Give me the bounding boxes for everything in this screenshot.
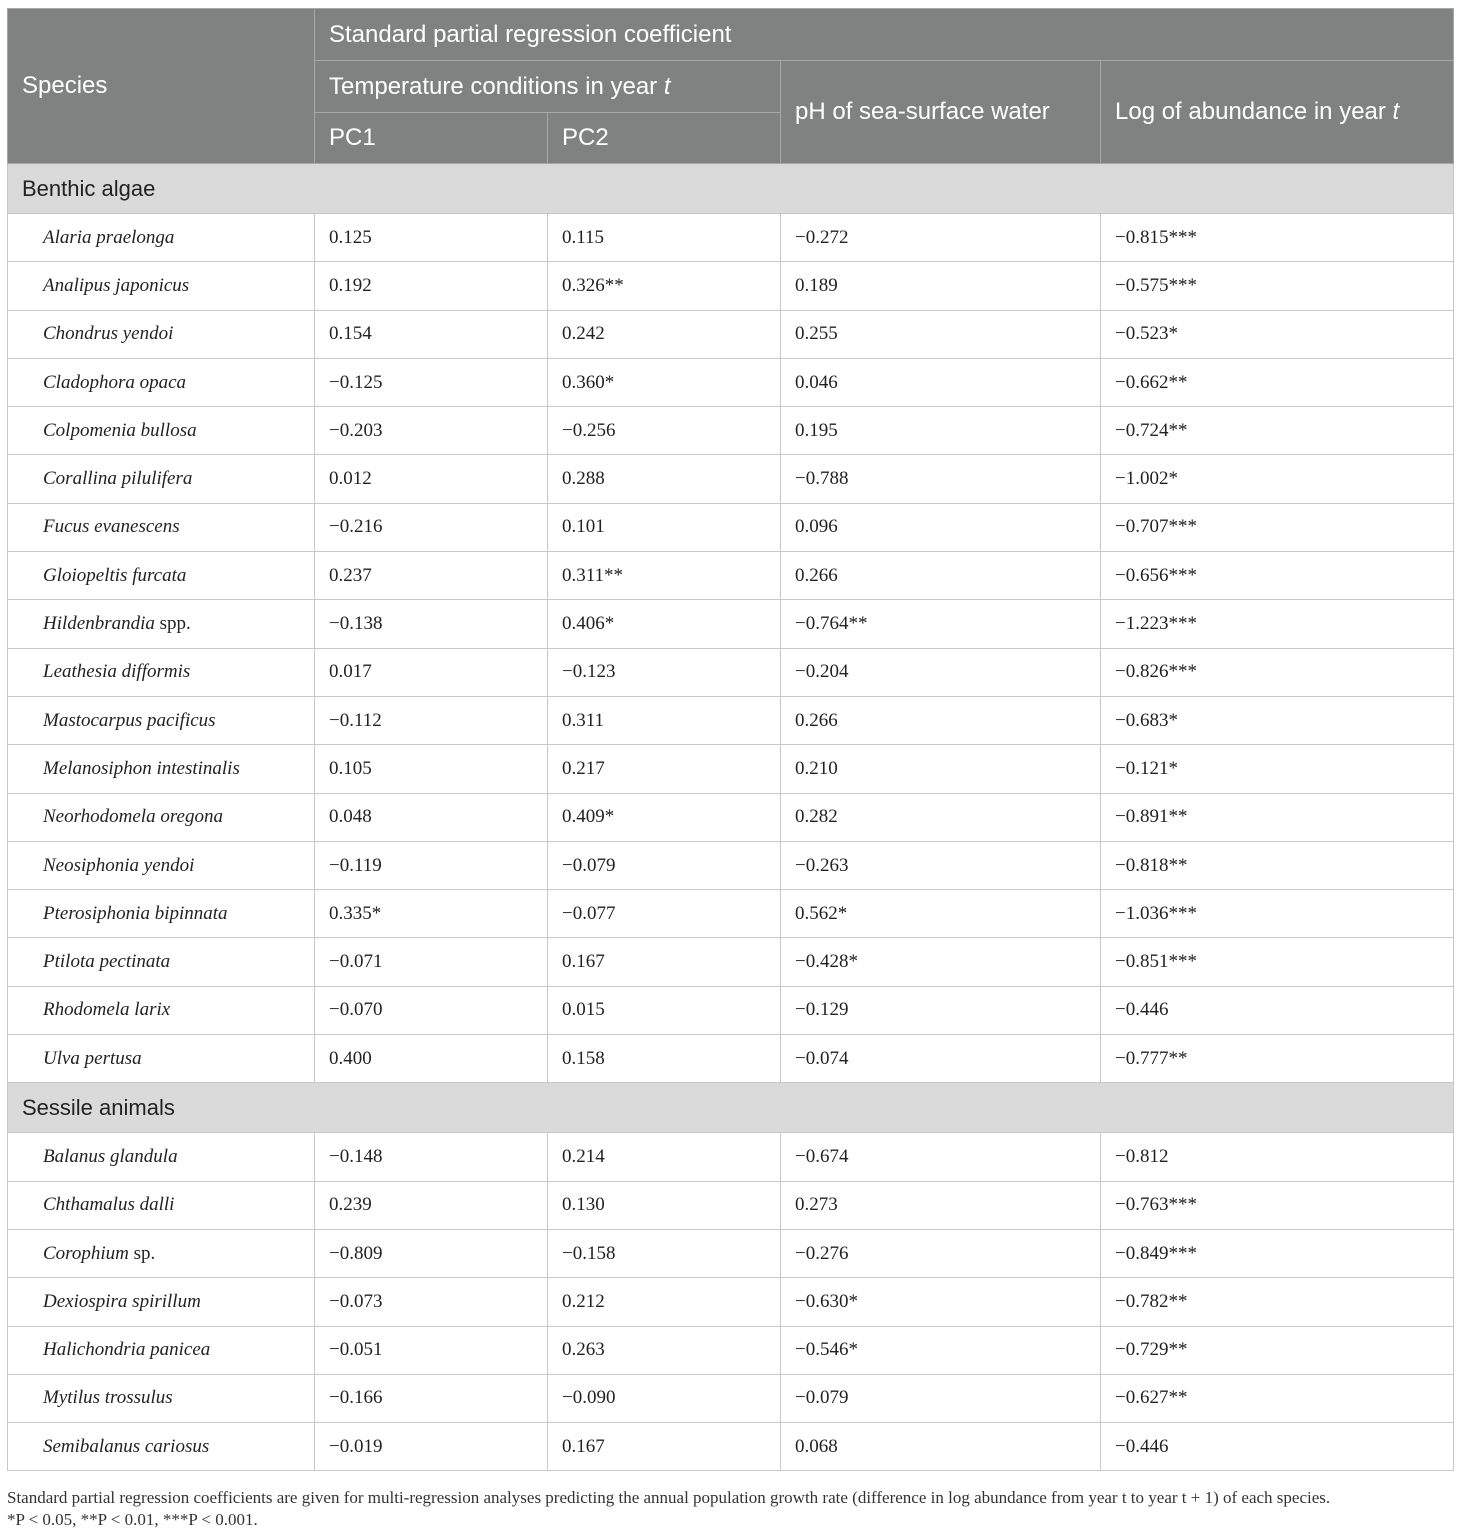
ph-cell: 0.273 (781, 1181, 1101, 1229)
log-abundance-cell: −0.724** (1101, 407, 1454, 455)
footnote (7, 1487, 1457, 1531)
table-row (8, 648, 1454, 696)
table-row (8, 841, 1454, 889)
pc2-cell: −0.123 (548, 648, 781, 696)
log-abundance-cell: −0.849*** (1101, 1229, 1454, 1277)
pc2-cell: 0.406* (548, 600, 781, 648)
ph-cell: −0.788 (781, 455, 1101, 503)
footnote-description: Standard partial regression coefficients are given for multi-regression analyses predicting the annual population growth rate (difference in log abundance from year t to year t + 1) of each species. (7, 1488, 1331, 1507)
species-name: Alaria praelonga (43, 226, 175, 248)
table-header (8, 9, 1454, 164)
species-cell (8, 1326, 315, 1374)
species-cell (8, 310, 315, 358)
species-cell (8, 1181, 315, 1229)
table-row (8, 938, 1454, 986)
species-name: Ptilota pectinata (43, 951, 171, 973)
table-row (8, 600, 1454, 648)
log-abundance-cell: −0.656*** (1101, 552, 1454, 600)
species-name: Mastocarpus pacificus (43, 709, 216, 731)
pc1-cell: −0.809 (315, 1229, 548, 1277)
ph-cell: 0.255 (781, 310, 1101, 358)
ph-cell: −0.079 (781, 1374, 1101, 1422)
table-row (8, 262, 1454, 310)
species-name: Cladophora opaca (43, 371, 187, 393)
pc2-cell: −0.079 (548, 841, 781, 889)
ph-cell: 0.195 (781, 407, 1101, 455)
ph-cell: −0.674 (781, 1133, 1101, 1181)
species-cell (8, 1035, 315, 1083)
species-cell (8, 600, 315, 648)
log-abundance-cell: −0.446 (1101, 1423, 1454, 1471)
pc1-cell: −0.051 (315, 1326, 548, 1374)
table-row (8, 1181, 1454, 1229)
species-name: Corophium (43, 1242, 129, 1264)
species-cell (8, 841, 315, 889)
pc2-cell: 0.158 (548, 1035, 781, 1083)
species-name: Colpomenia bullosa (43, 419, 197, 441)
ph-cell: 0.282 (781, 793, 1101, 841)
pc2-cell: 0.015 (548, 986, 781, 1034)
ph-cell: 0.189 (781, 262, 1101, 310)
table-row (8, 455, 1454, 503)
pc2-cell: 0.212 (548, 1278, 781, 1326)
table-row (8, 1035, 1454, 1083)
log-abundance-cell: −0.575*** (1101, 262, 1454, 310)
regression-table-container (7, 8, 1453, 1471)
species-name: Hildenbrandia (43, 613, 155, 635)
species-cell (8, 890, 315, 938)
log-abundance-cell: −0.777** (1101, 1035, 1454, 1083)
pc1-cell: 0.335* (315, 890, 548, 938)
pc2-cell: −0.158 (548, 1229, 781, 1277)
species-cell (8, 552, 315, 600)
table-row (8, 310, 1454, 358)
ph-cell: 0.096 (781, 503, 1101, 551)
ph-cell: −0.074 (781, 1035, 1101, 1083)
ph-cell: −0.204 (781, 648, 1101, 696)
log-abundance-cell: −0.662** (1101, 358, 1454, 406)
pc1-cell: 0.192 (315, 262, 548, 310)
section-title: Benthic algae (8, 164, 1454, 214)
species-cell (8, 648, 315, 696)
pc1-header: PC1 (315, 113, 548, 164)
pc1-cell: −0.203 (315, 407, 548, 455)
species-name: Chondrus yendoi (43, 323, 174, 345)
species-cell (8, 986, 315, 1034)
pc1-cell: −0.119 (315, 841, 548, 889)
log-abundance-cell: −0.818** (1101, 841, 1454, 889)
pc1-cell: −0.148 (315, 1133, 548, 1181)
pc2-cell: 0.360* (548, 358, 781, 406)
regression-table (7, 8, 1454, 1471)
ph-cell: −0.428* (781, 938, 1101, 986)
pc1-cell: 0.237 (315, 552, 548, 600)
table-row (8, 552, 1454, 600)
species-cell (8, 1133, 315, 1181)
pc1-cell: 0.239 (315, 1181, 548, 1229)
pc2-cell: 0.311 (548, 696, 781, 744)
species-name: Corallina pilulifera (43, 468, 193, 490)
species-name: Neosiphonia yendoi (43, 854, 195, 876)
temperature-header-text: Temperature conditions in year (329, 72, 664, 100)
pc1-cell: −0.166 (315, 1374, 548, 1422)
ph-cell: −0.272 (781, 214, 1101, 262)
ph-cell: −0.546* (781, 1326, 1101, 1374)
log-abundance-cell: −1.036*** (1101, 890, 1454, 938)
table-row (8, 1423, 1454, 1471)
pc2-cell: −0.090 (548, 1374, 781, 1422)
table-row (8, 407, 1454, 455)
log-abundance-cell: −0.782** (1101, 1278, 1454, 1326)
pc2-cell: 0.311** (548, 552, 781, 600)
species-name: Ulva pertusa (43, 1047, 142, 1069)
table-row (8, 358, 1454, 406)
pc2-header: PC2 (548, 113, 781, 164)
table-row (8, 793, 1454, 841)
pc2-cell: 0.214 (548, 1133, 781, 1181)
species-cell (8, 503, 315, 551)
temperature-group-header (315, 61, 781, 113)
species-cell (8, 1229, 315, 1277)
species-cell (8, 745, 315, 793)
log-abundance-cell: −0.523* (1101, 310, 1454, 358)
ph-cell: −0.276 (781, 1229, 1101, 1277)
pc1-cell: 0.048 (315, 793, 548, 841)
species-name: Semibalanus cariosus (43, 1435, 210, 1457)
ph-cell: 0.068 (781, 1423, 1101, 1471)
section-row (8, 1083, 1454, 1133)
ph-cell: 0.266 (781, 696, 1101, 744)
species-cell (8, 1278, 315, 1326)
pc1-cell: −0.138 (315, 600, 548, 648)
species-name: Analipus japonicus (43, 274, 190, 296)
species-name: Balanus glandula (43, 1145, 178, 1167)
table-row (8, 986, 1454, 1034)
table-row (8, 696, 1454, 744)
table-row (8, 1374, 1454, 1422)
pc1-cell: 0.400 (315, 1035, 548, 1083)
species-name: Leathesia difformis (43, 661, 191, 683)
table-row (8, 890, 1454, 938)
species-name: Melanosiphon intestinalis (43, 757, 240, 779)
footnote-significance: *P < 0.05, **P < 0.01, ***P < 0.001. (7, 1510, 258, 1529)
table-row (8, 1326, 1454, 1374)
species-cell (8, 938, 315, 986)
pc2-cell: 0.263 (548, 1326, 781, 1374)
pc1-cell: −0.073 (315, 1278, 548, 1326)
ph-cell: 0.046 (781, 358, 1101, 406)
pc1-cell: −0.125 (315, 358, 548, 406)
species-name: Pterosiphonia bipinnata (43, 902, 228, 924)
species-cell (8, 793, 315, 841)
pc2-cell: −0.256 (548, 407, 781, 455)
pc2-cell: 0.242 (548, 310, 781, 358)
log-abundance-cell: −0.729** (1101, 1326, 1454, 1374)
pc1-cell: −0.019 (315, 1423, 548, 1471)
pc2-cell: −0.077 (548, 890, 781, 938)
log-header-var: t (1392, 98, 1400, 125)
pc2-cell: 0.130 (548, 1181, 781, 1229)
pc1-cell: 0.105 (315, 745, 548, 793)
species-cell (8, 407, 315, 455)
species-name: Chthamalus dalli (43, 1194, 175, 1216)
species-name: Dexiospira spirillum (43, 1290, 201, 1312)
ph-cell: −0.764** (781, 600, 1101, 648)
pc1-cell: −0.112 (315, 696, 548, 744)
table-row (8, 214, 1454, 262)
pc1-cell: −0.070 (315, 986, 548, 1034)
pc1-cell: 0.154 (315, 310, 548, 358)
species-cell (8, 358, 315, 406)
species-cell (8, 455, 315, 503)
table-row (8, 1133, 1454, 1181)
pc1-cell: 0.125 (315, 214, 548, 262)
species-name: Gloiopeltis furcata (43, 564, 187, 586)
table-row (8, 503, 1454, 551)
log-abundance-cell: −1.002* (1101, 455, 1454, 503)
section-title: Sessile animals (8, 1083, 1454, 1133)
temperature-header-var: t (663, 72, 671, 100)
log-abundance-cell: −1.223*** (1101, 600, 1454, 648)
pc2-cell: 0.167 (548, 1423, 781, 1471)
ph-header: pH of sea-surface water (781, 61, 1101, 164)
species-header: Species (8, 9, 315, 164)
log-abundance-cell: −0.763*** (1101, 1181, 1454, 1229)
log-abundance-cell: −0.826*** (1101, 648, 1454, 696)
table-body (8, 164, 1454, 1471)
log-abundance-cell: −0.627** (1101, 1374, 1454, 1422)
species-suffix: spp. (154, 613, 191, 635)
ph-cell: −0.263 (781, 841, 1101, 889)
species-name: Mytilus trossulus (43, 1387, 173, 1409)
table-row (8, 1278, 1454, 1326)
pc2-cell: 0.217 (548, 745, 781, 793)
pc2-cell: 0.288 (548, 455, 781, 503)
pc1-cell: −0.071 (315, 938, 548, 986)
table-row (8, 745, 1454, 793)
species-name: Fucus evanescens (43, 516, 180, 538)
pc1-cell: −0.216 (315, 503, 548, 551)
pc2-cell: 0.101 (548, 503, 781, 551)
log-abundance-cell: −0.683* (1101, 696, 1454, 744)
pc2-cell: 0.409* (548, 793, 781, 841)
species-suffix: sp. (128, 1242, 156, 1264)
table-row (8, 1229, 1454, 1277)
species-cell (8, 696, 315, 744)
species-cell (8, 214, 315, 262)
species-cell (8, 262, 315, 310)
pc2-cell: 0.326** (548, 262, 781, 310)
log-header-text: Log of abundance in year (1115, 98, 1393, 125)
pc1-cell: 0.017 (315, 648, 548, 696)
ph-cell: 0.562* (781, 890, 1101, 938)
species-cell (8, 1423, 315, 1471)
ph-cell: 0.266 (781, 552, 1101, 600)
section-row (8, 164, 1454, 214)
log-abundance-cell: −0.121* (1101, 745, 1454, 793)
species-cell (8, 1374, 315, 1422)
species-name: Neorhodomela oregona (43, 806, 223, 828)
log-abundance-cell: −0.812 (1101, 1133, 1454, 1181)
pc2-cell: 0.167 (548, 938, 781, 986)
ph-cell: 0.210 (781, 745, 1101, 793)
log-abundance-cell: −0.891** (1101, 793, 1454, 841)
ph-cell: −0.630* (781, 1278, 1101, 1326)
species-name: Halichondria panicea (43, 1339, 211, 1361)
log-abundance-cell: −0.851*** (1101, 938, 1454, 986)
log-abundance-cell: −0.707*** (1101, 503, 1454, 551)
coef-group-header: Standard partial regression coefficient (315, 9, 1454, 61)
species-name: Rhodomela larix (43, 999, 171, 1021)
ph-cell: −0.129 (781, 986, 1101, 1034)
log-abundance-cell: −0.446 (1101, 986, 1454, 1034)
pc2-cell: 0.115 (548, 214, 781, 262)
log-abundance-header (1101, 61, 1454, 164)
pc1-cell: 0.012 (315, 455, 548, 503)
log-abundance-cell: −0.815*** (1101, 214, 1454, 262)
